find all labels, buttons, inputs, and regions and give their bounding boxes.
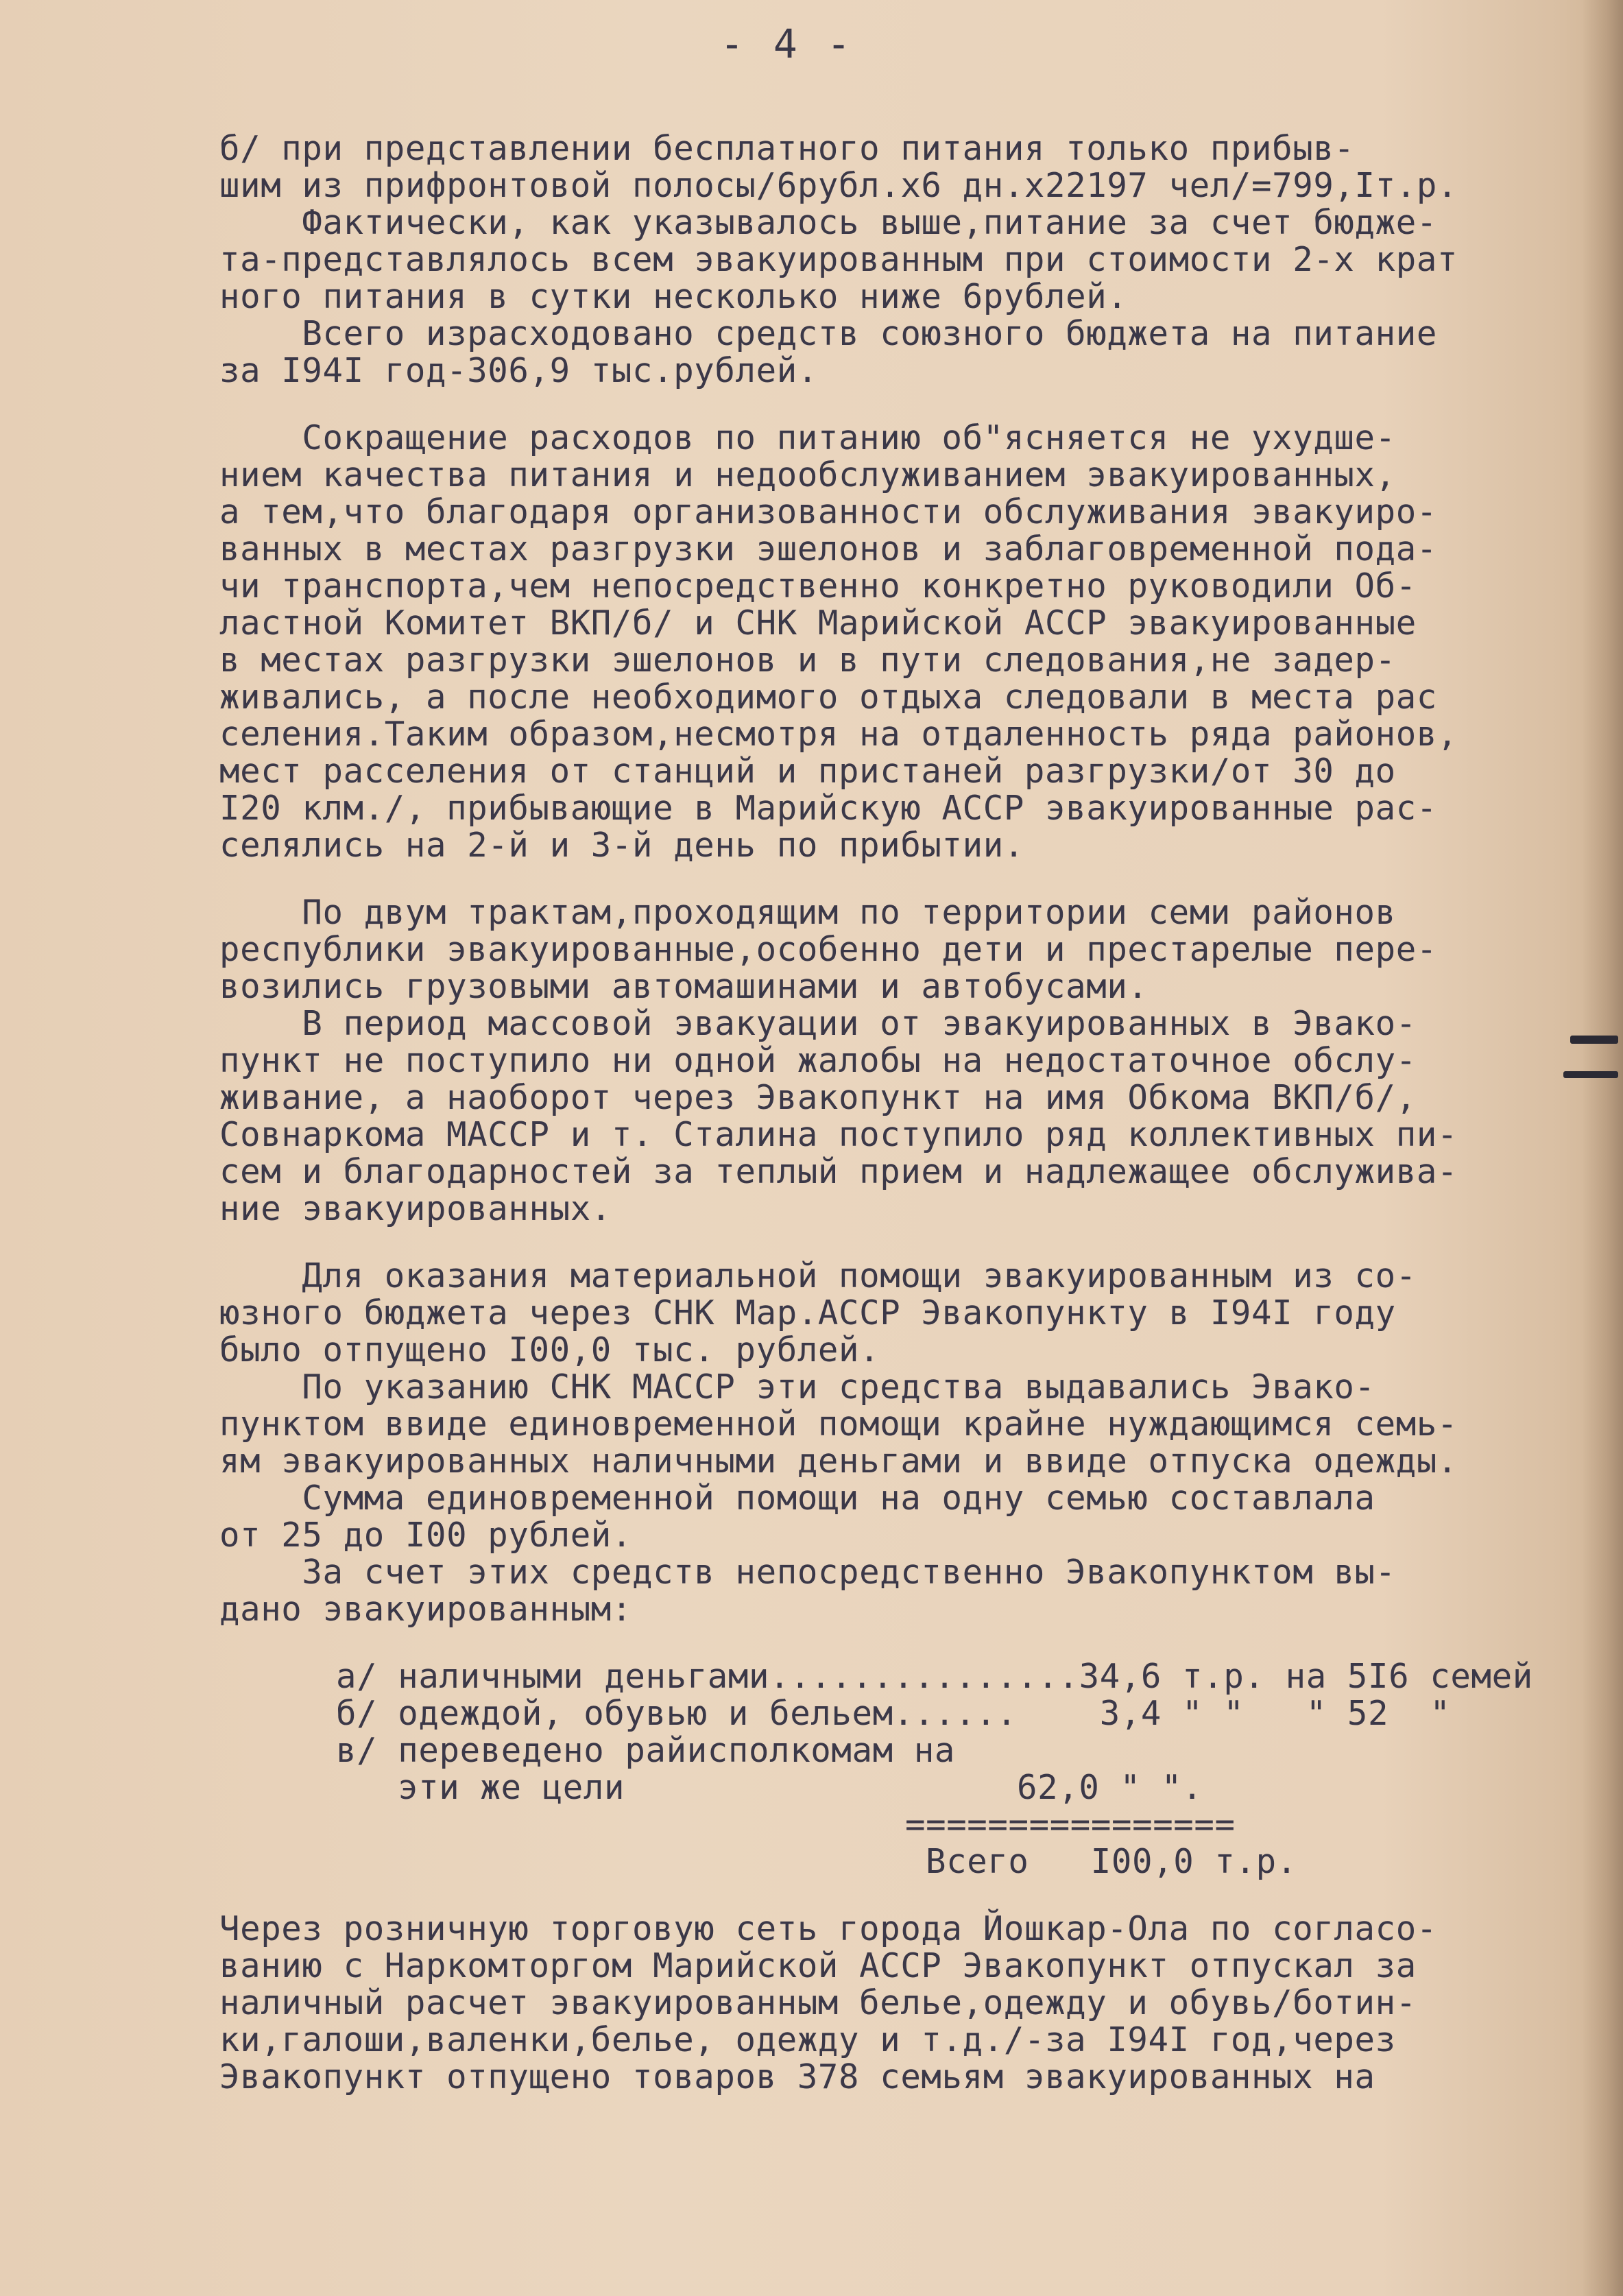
text-line: По двум трактам,проходящим по территории семи районов xyxy=(219,893,1396,932)
text-line: б/ при представлении бесплатного питания только прибыв- xyxy=(219,129,1355,168)
text-line: селялись на 2-й и 3-й день по прибытии. xyxy=(219,826,1024,865)
text-line: Всего израсходовано средств союзного бюджета на питание xyxy=(219,314,1437,353)
paragraph-gap xyxy=(219,1628,1584,1658)
text-line: ванных в местах разгрузки эшелонов и заблаговременной пода- xyxy=(219,529,1437,569)
paragraph xyxy=(219,315,1584,390)
paragraph xyxy=(219,1369,1584,1480)
text-line: было отпущено I00,0 тыс. рублей. xyxy=(219,1330,880,1370)
text-line: а тем,что благодаря организованности обслуживания эвакуиро- xyxy=(219,492,1437,531)
text-line: живались, а после необходимого отдыха следовали в места рас xyxy=(219,678,1437,717)
paragraph xyxy=(219,204,1584,315)
text-line: дано эвакуированным: xyxy=(219,1590,633,1629)
paragraph xyxy=(219,130,1584,204)
text-line: селения.Таким образом,несмотря на отдаленность ряда районов, xyxy=(219,715,1458,754)
text-line: республики эвакуированные,особенно дети и престарелые пере- xyxy=(219,930,1437,969)
text-line: та-представлялось всем эвакуированным при стоимости 2-х крат xyxy=(219,240,1458,279)
text-line: Эвакопункт отпущено товаров 378 семьям эвакуированных на xyxy=(219,2057,1375,2096)
text-line: нием качества питания и недообслуживанием эвакуированных, xyxy=(219,455,1396,494)
list-item: б/ одеждой, обувью и бельем...... 3,4 " " " 52 " xyxy=(336,1694,1451,1733)
text-line: ки,галоши,валенки,белье, одежду и т.д./-за I94I год,через xyxy=(219,2020,1396,2059)
text-line: ластной Комитет ВКП/б/ и СНК Марийской АССР эвакуированные xyxy=(219,603,1417,643)
list-item: а/ наличными деньгами...............34,6 т.р. на 5I6 семей xyxy=(336,1657,1533,1696)
page-number: - 4 - xyxy=(720,21,854,67)
margin-ink-mark xyxy=(1570,1036,1618,1044)
text-line: I20 клм./, прибывающие в Марийскую АССР эвакуированные рас- xyxy=(219,789,1437,828)
text-line: живание, а наоборот через Эвакопункт на имя Обкома ВКП/б/, xyxy=(219,1078,1417,1117)
text-line: Сумма единовременной помощи на одну семью составлала xyxy=(219,1479,1375,1518)
text-line: Для оказания материальной помощи эвакуированным из со- xyxy=(219,1256,1417,1295)
paragraph xyxy=(219,1005,1584,1228)
list-total: Всего I00,0 т.р. xyxy=(926,1842,1297,1881)
typed-text-body xyxy=(219,130,1584,2096)
text-line: чи транспорта,чем непосредственно конкретно руководили Об- xyxy=(219,566,1417,606)
text-line: юзного бюджета через СНК Мар.АССР Эвакопункту в I94I году xyxy=(219,1293,1396,1332)
text-line: за I94I год-306,9 тыс.рублей. xyxy=(219,351,818,390)
text-line: Фактически, как указывалось выше,питание за счет бюдже- xyxy=(219,203,1437,242)
paragraph-gap xyxy=(219,1880,1584,1911)
text-line: В период массовой эвакуации от эвакуированных в Эвако- xyxy=(219,1004,1417,1043)
paragraph-gap xyxy=(219,390,1584,420)
page-fold-shadow xyxy=(1582,0,1623,2296)
text-line: За счет этих средств непосредственно Эвакопунктом вы- xyxy=(219,1553,1396,1592)
paragraph xyxy=(219,1480,1584,1554)
paragraph xyxy=(219,1911,1584,2096)
list-item-continuation: эти же цели 62,0 " ". xyxy=(398,1768,1203,1807)
text-line: ям эвакуированных наличными деньгами и ввиде отпуска одежды. xyxy=(219,1442,1458,1481)
text-line: от 25 до I00 рублей. xyxy=(219,1516,633,1555)
paragraph xyxy=(219,1554,1584,1628)
paragraph xyxy=(219,420,1584,864)
text-line: По указанию СНК МАССР эти средства выдавались Эвако- xyxy=(219,1367,1375,1407)
text-line: сем и благодарностей за теплый прием и надлежащее обслужива- xyxy=(219,1152,1458,1191)
text-line: в местах разгрузки эшелонов и в пути следования,не задер- xyxy=(219,641,1396,680)
text-line: Совнаркома МАССР и т. Сталина поступило ряд коллективных пи- xyxy=(219,1115,1458,1154)
total-rule: ================ xyxy=(905,1805,1236,1844)
text-line: пунктом ввиде единовременной помощи крайне нуждающимся семь- xyxy=(219,1404,1458,1444)
text-line: ного питания в сутки несколько ниже 6рублей. xyxy=(219,277,1128,316)
text-line: наличный расчет эвакуированным белье,одежду и обувь/ботин- xyxy=(219,1983,1417,2022)
text-line: Сокращение расходов по питанию об"ясняется не ухудше- xyxy=(219,418,1396,457)
list-item: в/ переведено райисполкомам на xyxy=(336,1731,956,1770)
text-line: Через розничную торговую сеть города Йошкар-Ола по согласо- xyxy=(219,1909,1437,1948)
text-line: пункт не поступило ни одной жалобы на недостаточное обслу- xyxy=(219,1041,1417,1080)
text-line: мест расселения от станций и пристаней разгрузки/от 30 до xyxy=(219,752,1396,791)
text-line: возились грузовыми автомашинами и автобусами. xyxy=(219,967,1149,1006)
margin-ink-mark xyxy=(1563,1071,1618,1078)
paragraph xyxy=(219,894,1584,1005)
text-line: шим из прифронтовой полосы/6рубл.х6 дн.х22197 чел/=799,Iт.р. xyxy=(219,166,1458,205)
paragraph-gap xyxy=(219,864,1584,894)
paragraph-gap xyxy=(219,1228,1584,1258)
paragraph xyxy=(219,1258,1584,1369)
text-line: ванию с Наркомторгом Марийской АССР Эвакопункт отпускал за xyxy=(219,1946,1417,1985)
text-line: ние эвакуированных. xyxy=(219,1189,612,1228)
itemized-list xyxy=(219,1658,1584,1880)
